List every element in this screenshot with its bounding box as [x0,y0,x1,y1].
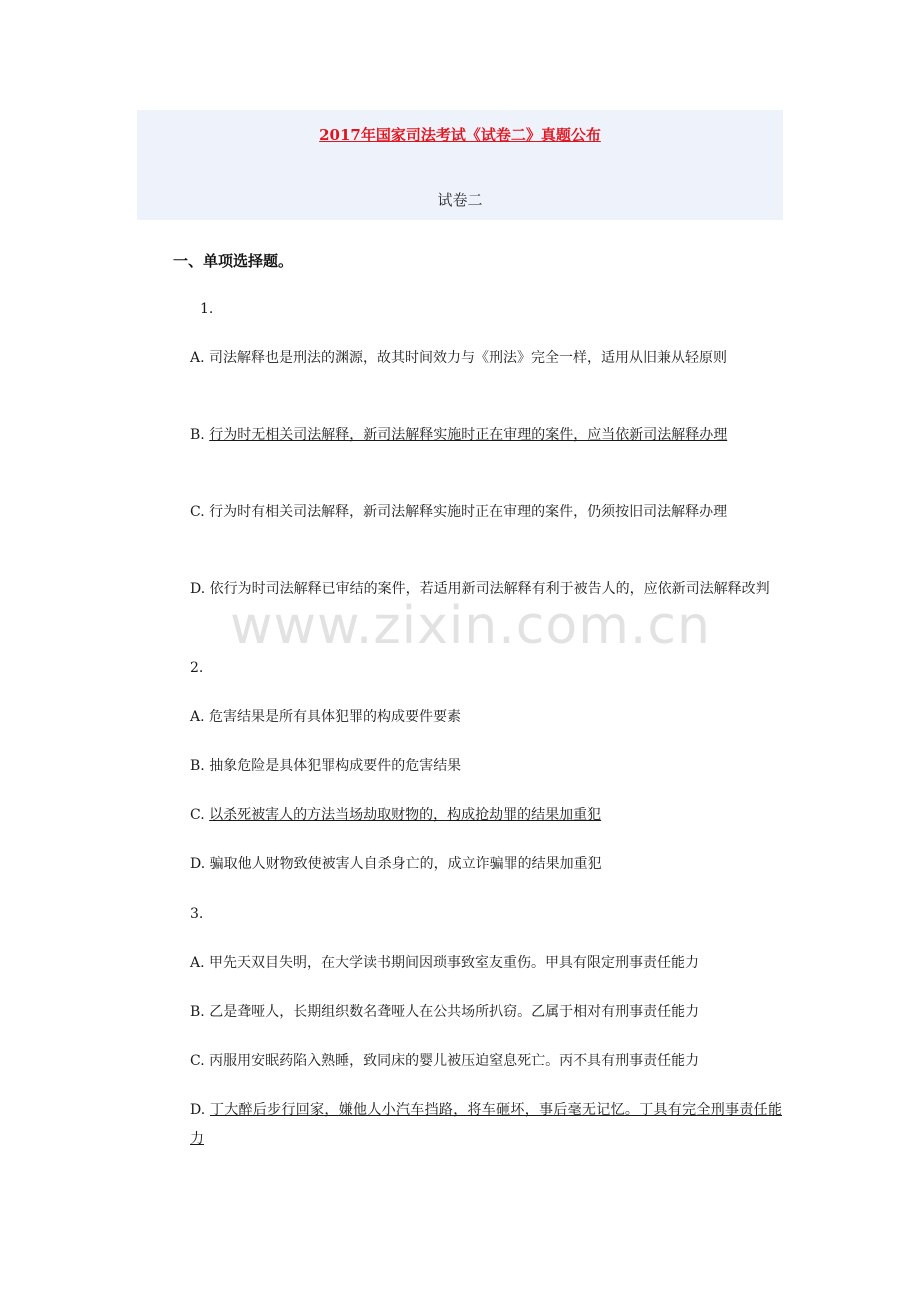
option-label: C. [190,807,210,823]
option-label: B. [190,427,210,443]
option-label: D. [190,1102,210,1118]
question-2-number: 2. [190,660,204,676]
question-2-option-a: A. 危害结果是所有具体犯罪的构成要件要素 [190,709,462,725]
correct-answer-text: 丁大醉后步行回家，嫌他人小汽车挡路，将车砸坏，事后毫无记忆。丁具有完全刑事责任能力 [190,1102,782,1147]
paper-name: 试卷二 [437,191,483,209]
question-2-option-b: B. 抽象危险是具体犯罪构成要件的危害结果 [190,758,462,774]
question-3-option-a: A. 甲先天双目失明，在大学读书期间因琐事致室友重伤。甲具有限定刑事责任能力 [190,955,700,971]
question-1-option-d: D. 依行为时司法解释已审结的案件，若适用新司法解释有利于被告人的，应依新司法解释改判 [190,581,770,597]
correct-answer-text: 以杀死被害人的方法当场劫取财物的，构成抢劫罪的结果加重犯 [209,807,602,823]
question-3-option-d [190,1096,782,1154]
watermark: www.zixin.com.cn [230,596,711,656]
document-title-link[interactable]: 2017年国家司法考试《试卷二》真题公布 [319,126,601,144]
question-3-option-b: B. 乙是聋哑人，长期组织数名聋哑人在公共场所扒窃。乙属于相对有刑事责任能力 [190,1004,700,1020]
section-heading: 一、单项选择题。 [173,252,294,270]
question-3-number: 3. [190,906,204,922]
correct-answer-text: 行为时无相关司法解释，新司法解释实施时正在审理的案件，应当依新司法解释办理 [209,427,728,443]
question-3-option-c: C. 丙服用安眠药陷入熟睡，致同床的婴儿被压迫窒息死亡。丙不具有刑事责任能力 [190,1053,700,1069]
question-1-number: 1. [200,301,214,317]
question-1-option-a: A. 司法解释也是刑法的渊源，故其时间效力与《刑法》完全一样，适用从旧兼从轻原则 [190,350,728,366]
question-1-option-b [190,421,782,450]
question-2-option-d: D. 骗取他人财物致使被害人自杀身亡的，成立诈骗罪的结果加重犯 [190,856,602,872]
question-2-option-c [190,801,782,830]
question-1-option-c: C. 行为时有相关司法解释，新司法解释实施时正在审理的案件，仍须按旧司法解释办理 [190,504,728,520]
header-box [137,110,783,220]
